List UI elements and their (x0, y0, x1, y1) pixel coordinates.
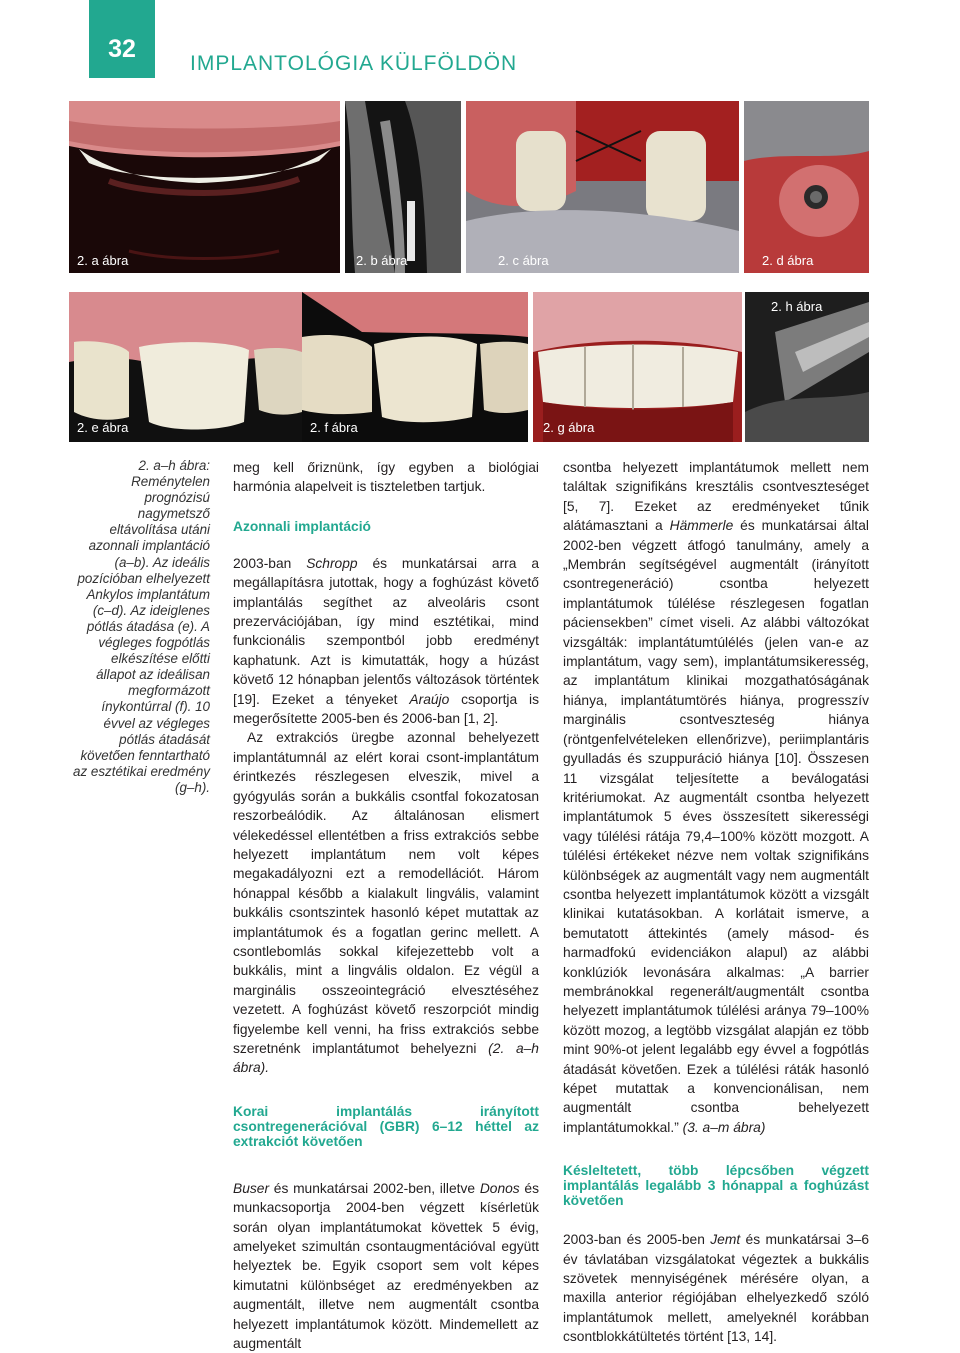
figure-2b-photo (345, 101, 461, 273)
heading-azonnali-implantacio: Azonnali implantáció (233, 518, 371, 534)
figure-2c-label: 2. c ábra (498, 253, 549, 268)
figure-2h-photo (745, 292, 869, 442)
figure-caption: 2. a–h ábra: Reménytelen prognózisú nagymetsző eltávolítása utáni azonnali implantáció (a–b). Az ideális pozícióban elhelyezett Ankylos implantátum (c–d). Az ideiglenes pótlás átadása (e). A végleges fogpótlás elkészítése előtti állapot az ideálisan megformázott ínykontúrral (f). 10 évvel az végleges pótlás átadását követően fenntartható az esztétikai eredmény (g–h). (73, 458, 210, 795)
figure-2a-label: 2. a ábra (77, 253, 129, 268)
page-header-title: IMPLANTOLÓGIA KÜLFÖLDÖN (190, 52, 518, 75)
middle-paragraph-3: Az extrakciós üregbe azonnal behelyezett implantátumnál az elért korai csont-implantátum érintkezés részlegesen elveszik, mivel a gyógyulás során a bukkális csontfal fokozatosan reszorbeálódik. Az általánosan elismert vélekedéssel ellentétben a friss extrakciós sebbe helyezett implantátum nem volt képes megakadályozni ezt a remodellációt. Három hónappal később a kialakult lingvális, valamint bukkális csontszintek hasonló képet mutattak az implantátumok és a fogatlan gerinc mellett. A csontlebomlás sokkal kifejezettebb volt a bukkális, mint a lingvális oldalon. Ez végül a marginális osszeointegráció elvesztéséhez vezetett. A foghúzást követő reszorpciót mindig figyelembe kell venni, ha friss extrakciós sebbe szeretnénk implantátumot behelyezni (2. a–h ábra). (233, 730, 539, 1076)
middle-paragraph-4: Buser és munkatársai 2002-ben, illetve Donos és munkacsoportja 2004-ben végzett kísérletük során olyan implantátumokat követtek 5 évig, amelyeket szimultán csontaugmentációval együtt helyeztek be. Egyik csoport sem volt képes kimutatni különbséget az eredményekben az augmentált, illetve nem augmentált csontba helyezett implantátumok között. Mindemellett az augmentált (233, 1180, 539, 1352)
page-number-badge (89, 0, 155, 78)
right-column (563, 458, 869, 1347)
figure-2f-label: 2. f ábra (310, 420, 358, 435)
figure-2g-label: 2. g ábra (543, 420, 595, 435)
figure-2h-label: 2. h ábra (771, 299, 823, 314)
figure-2d-photo (744, 101, 869, 273)
figure-2d-label: 2. d ábra (762, 253, 814, 268)
middle-paragraph-1: meg kell őriznünk, így egyben a biológiai harmónia alapelveit is tiszteletben tartjuk. (233, 460, 539, 495)
heading-korai-implantalas: Korai implantálás irányított csontregenerációval (GBR) 6–12 héttel az extrakciót követően (233, 1103, 539, 1149)
figure-2a-photo (69, 101, 340, 273)
right-paragraph-2: 2003-ban és 2005-ben Jemt és munkatársai 3–6 év távlatában vizsgálatokat végeztek a bukkális szövetek mennyiségének mérésére olyan, a maxilla anterior régiójában elhelyezkedő szóló implantátumok mellett, amelyeknél korábban csontblokkátültetés történt [13, 14]. (563, 1232, 869, 1345)
figure-2b-label: 2. b ábra (356, 253, 408, 268)
middle-column (233, 458, 539, 1353)
right-paragraph-1: csontba helyezett implantátumok mellett nem találtak szignifikáns kresztális csontveszteséget [5, 7]. Ezeket az eredményeket tűnik alátámasztani a Hämmerle és munkatársai által 2002-ben végzett átfogó tanulmány, amely a „Membrán segítségével augmentált (irányított csontregeneráció) csontba helyezett implantátumok túlélése részlegesen fogatlan páciensekben” címet viseli. Az alábbi változókat vizsgálták: implantátumtúlélés (jelen van-e az implantátum, vagy sem), implantátumsikeresség, az implantátum klinikai mozgathatóságának hiánya, implantátumtörés hiánya, progresszív marginális csontveszteség hiánya (röntgenfelvételeken ellenőrizve), periimplantáris gyulladás és szuppuráció hiánya [10]. Összesen 11 vizsgálat teljesítette a beválogatási kritériumokat. Az augmentált csontba helyezett implantátumok 5 éves összesített sikerességi vagy túlélési rátája 79,4–100% között mozgott. A túlélési értékeket nézve nem voltak szignifikáns különbségek az augmentált vagy nem augmentált csontba helyezett implantátumok között a vizsgált klinikai kutatásokban. A korlátait ismerve, a bemutatott áttekintés (amely másod- és harmadfokú evidenciákon alapul) az alábbi konklúziók levonására alkalmas: „A barrier membránokkal regenerált/augmentált csontba helyezett implantátumok túlélési aránya 79–100% között mozog, a legtöbb vizsgálat alapján ez több mint 90%-ot jelent legalább egy évvel a fogpótlás átadását követően. Ezek a túlélési ráták hasonló képet mutattak a konvencionálisan, nem augmentált csontba behelyezett implantátumokkal.” (3. a–m ábra) (563, 460, 869, 1135)
figure-2e-label: 2. e ábra (77, 420, 129, 435)
heading-kesleltetett-implantalas: Késleltetett, több lépcsőben végzett implantálás legalább 3 hónappal a foghúzást követően (563, 1163, 869, 1209)
page-number: 32 (108, 35, 136, 63)
figure-2c-photo (466, 101, 739, 273)
middle-paragraph-2: 2003-ban Schropp és munkatársai arra a megállapításra jutottak, hogy a foghúzást követő implantálás segíthet az alveoláris csont prezervációjában, így mind esztétikai, mind funkcionális szempontból jobb eredményt kaphatunk. Azt is kimutatták, hogy a húzást követő 12 hónapban jelentős változások történtek [19]. Ezeket a tényeket Araújo csoportja is megerősítette 2005-ben és 2006-ban [1, 2]. (233, 555, 540, 727)
